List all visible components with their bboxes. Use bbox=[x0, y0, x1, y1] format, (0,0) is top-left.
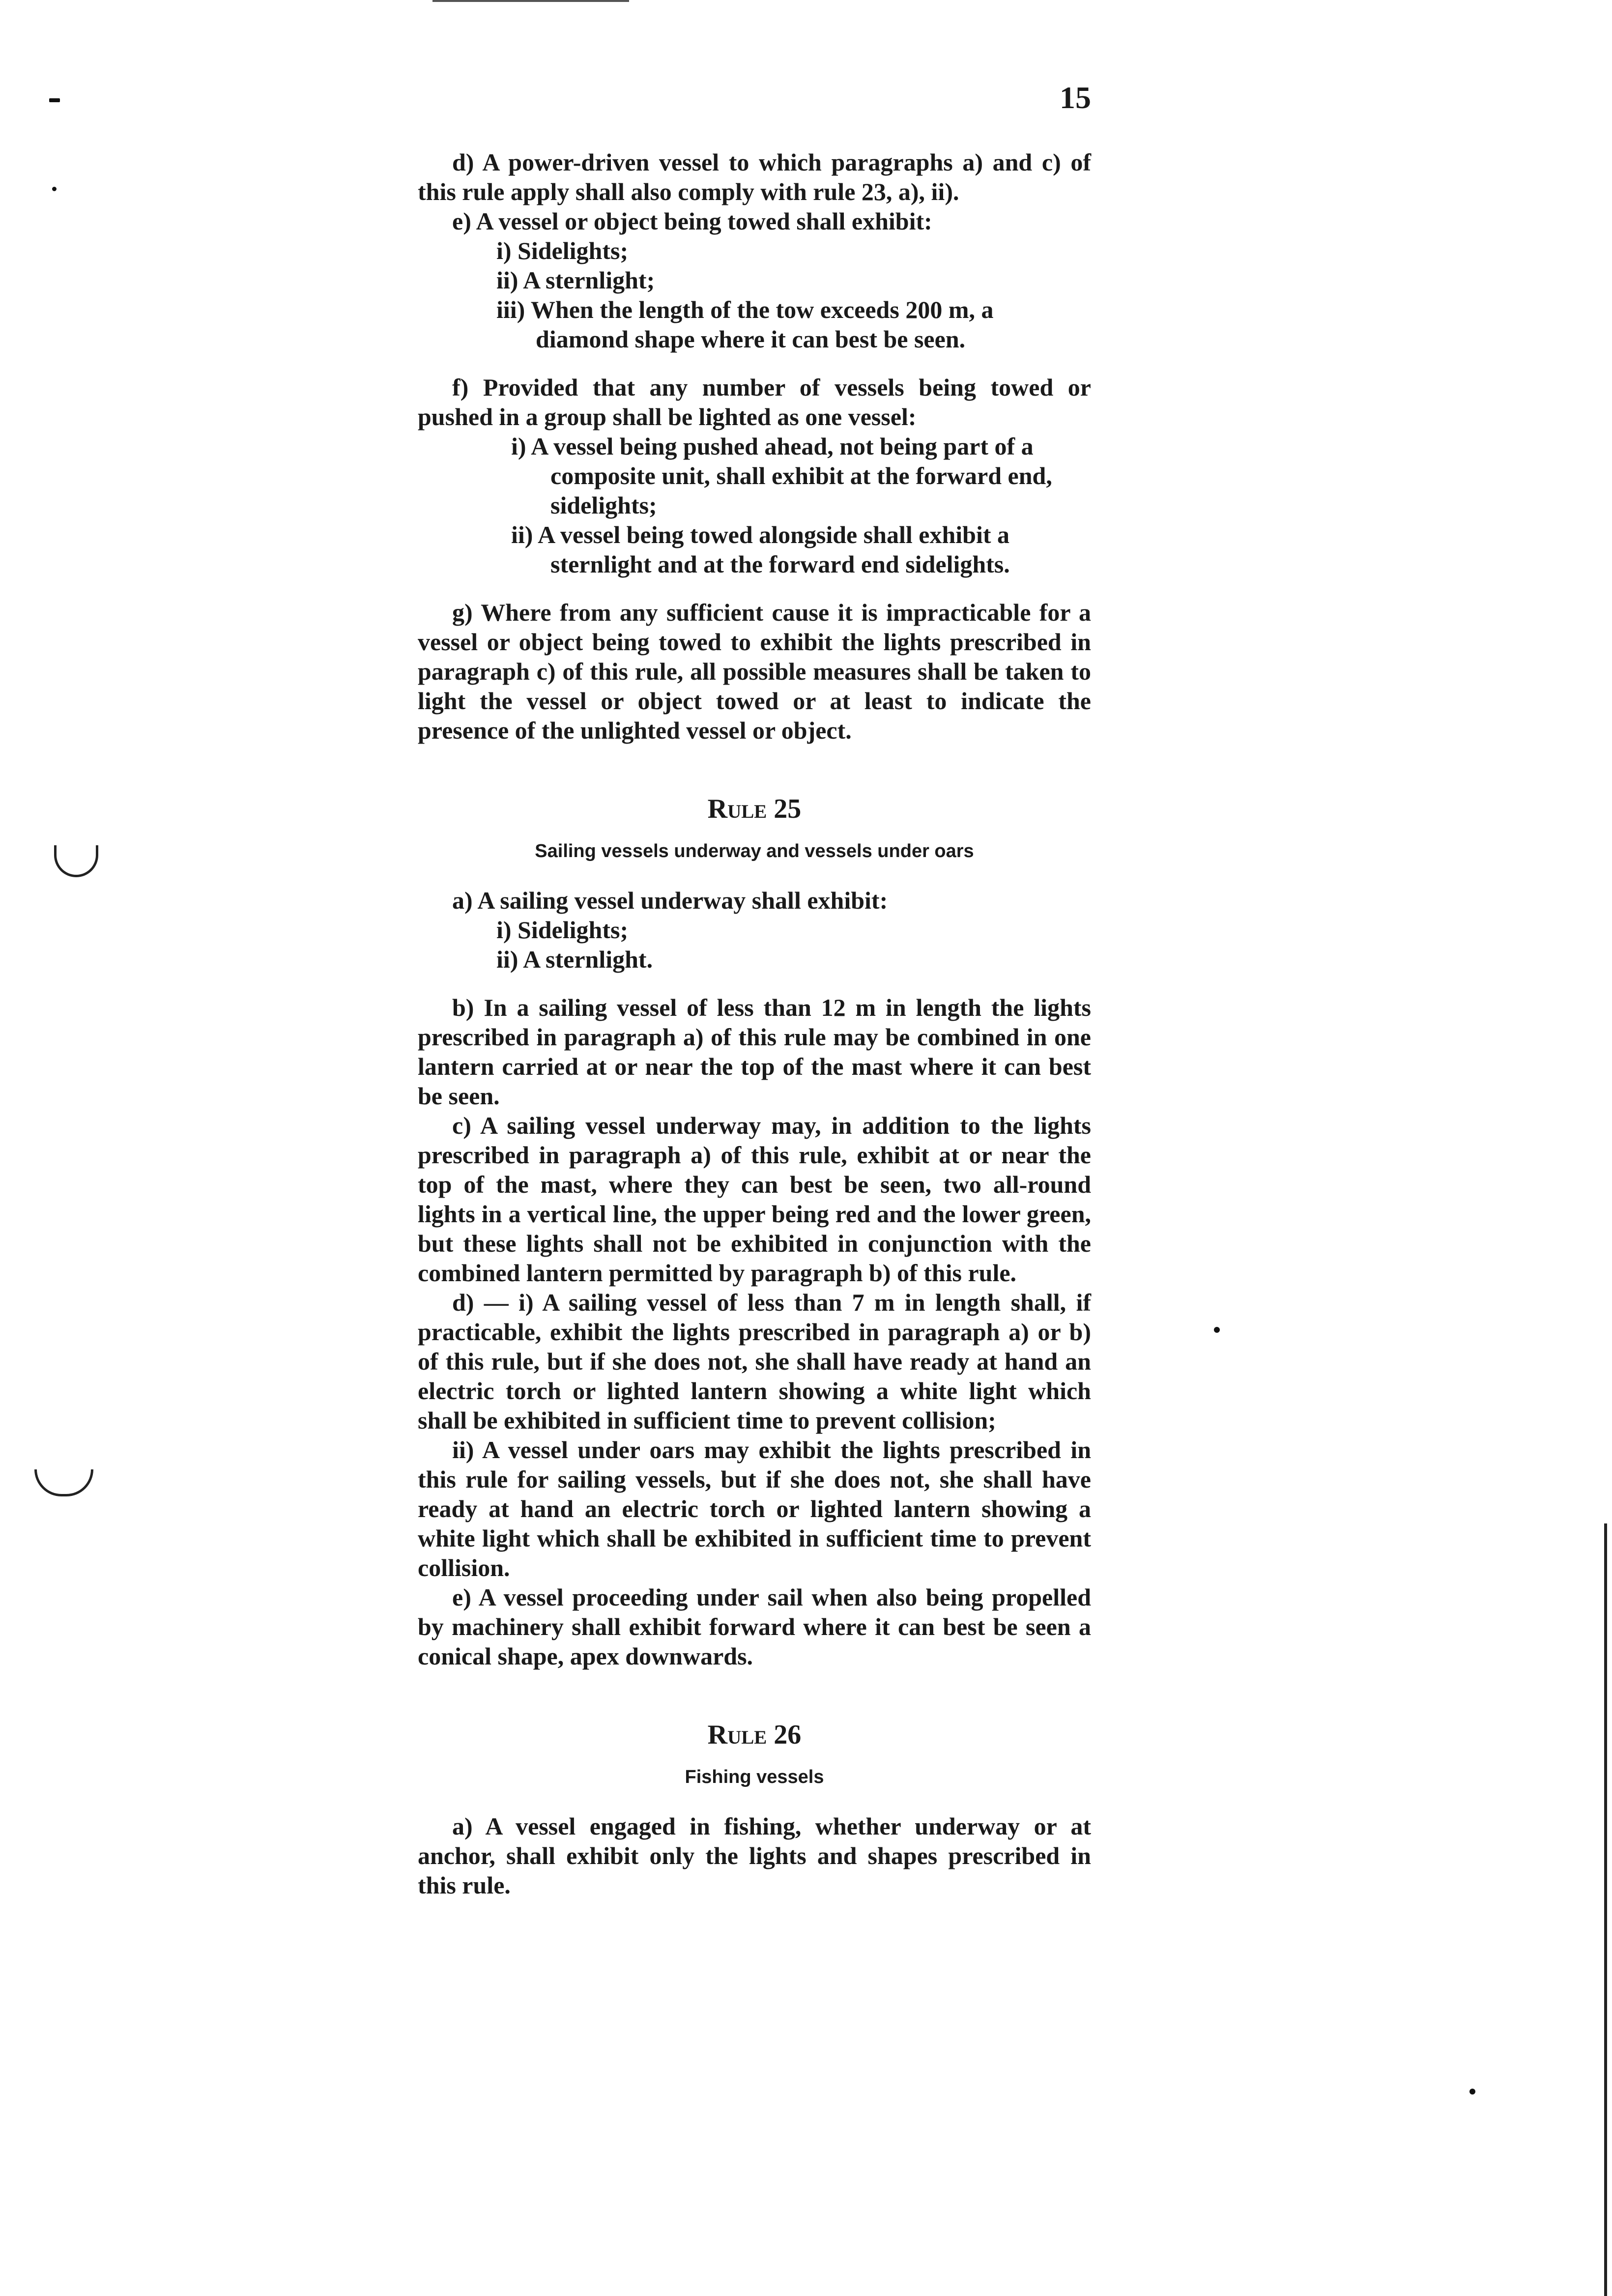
paragraph-d: d) A power-driven vessel to which paragraphs a) and c) of this rule apply shall also comply with rule 23, a), ii). bbox=[418, 148, 1091, 205]
rule-26-subtitle: Fishing vessels bbox=[685, 1767, 824, 1787]
page-number: 15 bbox=[1060, 80, 1091, 115]
scan-speck bbox=[49, 98, 60, 102]
paragraph-a: a) A vessel engaged in fishing, whether underway or at anchor, shall exhibit only the lights and shapes prescribed in this rule. bbox=[418, 1812, 1091, 1899]
rule-25-subtitle: Sailing vessels underway and vessels under oars bbox=[535, 841, 974, 861]
list-item: ii) A vessel being towed alongside shall exhibit a sternlight and at the forward end sidelights. bbox=[511, 521, 1010, 578]
paragraph-d-ii: ii) A vessel under oars may exhibit the lights prescribed in this rule for sailing vessels, but if she does not, she shall have ready at hand an electric torch or lighted lantern showing a white light which shall be exhibited in sufficient time to prevent collision. bbox=[418, 1436, 1091, 1581]
list-item: i) A vessel being pushed ahead, not being part of a composite unit, shall exhibit at the forward end, sidelights; bbox=[511, 432, 1052, 519]
list-item: i) Sidelights; bbox=[496, 916, 629, 944]
text-column bbox=[418, 147, 1091, 1900]
rule-25-heading: Rule 25 bbox=[707, 794, 802, 824]
paragraph-c: c) A sailing vessel underway may, in addition to the lights prescribed in paragraph a) of this rule, exhibit at or near the top of the mast, where they can best be seen, two all-round lights in a vertical line, the upper being red and the lower green, but these lights shall not be exhibited in conjunction with the combined lantern permitted by paragraph b) of this rule. bbox=[418, 1112, 1091, 1287]
list-item: ii) A sternlight. bbox=[496, 946, 653, 973]
paragraph-d-i: d) — i) A sailing vessel of less than 7 m in length shall, if practicable, exhibit the lights prescribed in paragraph a) or b) of this rule, but if she does not, she shall have ready at hand an electric torch or lighted lantern showing a white light which shall be exhibited in sufficient time to prevent collision; bbox=[418, 1289, 1091, 1434]
scan-speck bbox=[1469, 2089, 1475, 2095]
scan-mark bbox=[34, 1469, 93, 1496]
list-item: i) Sidelights; bbox=[496, 237, 629, 264]
scan-top-line bbox=[432, 0, 629, 2]
rule-26-heading: Rule 26 bbox=[707, 1720, 802, 1750]
scan-speck bbox=[52, 187, 57, 191]
scan-speck bbox=[1214, 1327, 1220, 1333]
paragraph-g: g) Where from any sufficient cause it is impracticable for a vessel or object being towed to exhibit the lights prescribed in paragraph c) of this rule, all possible measures shall be taken to light the vessel or object towed or at least to indicate the presence of the unlighted vessel or object. bbox=[418, 599, 1091, 744]
paragraph-f: f) Provided that any number of vessels being towed or pushed in a group shall be lighted as one vessel: bbox=[418, 373, 1091, 430]
list-item: iii) When the length of the tow exceeds 200 m, a diamond shape where it can best be seen. bbox=[496, 296, 994, 353]
paragraph-b: b) In a sailing vessel of less than 12 m in length the lights prescribed in paragraph a) of this rule may be combined in one lantern carried at or near the top of the mast where it can best be seen. bbox=[418, 994, 1091, 1110]
paragraph-a: a) A sailing vessel underway shall exhibit: bbox=[452, 887, 888, 914]
paragraph-e: e) A vessel proceeding under sail when also being propelled by machinery shall exhibit forward where it can best be seen a conical shape, apex downwards. bbox=[418, 1583, 1091, 1670]
paragraph-e: e) A vessel or object being towed shall exhibit: bbox=[452, 207, 932, 235]
scan-mark bbox=[54, 845, 98, 877]
scan-edge-line bbox=[1604, 1523, 1607, 2296]
list-item: ii) A sternlight; bbox=[496, 266, 655, 294]
